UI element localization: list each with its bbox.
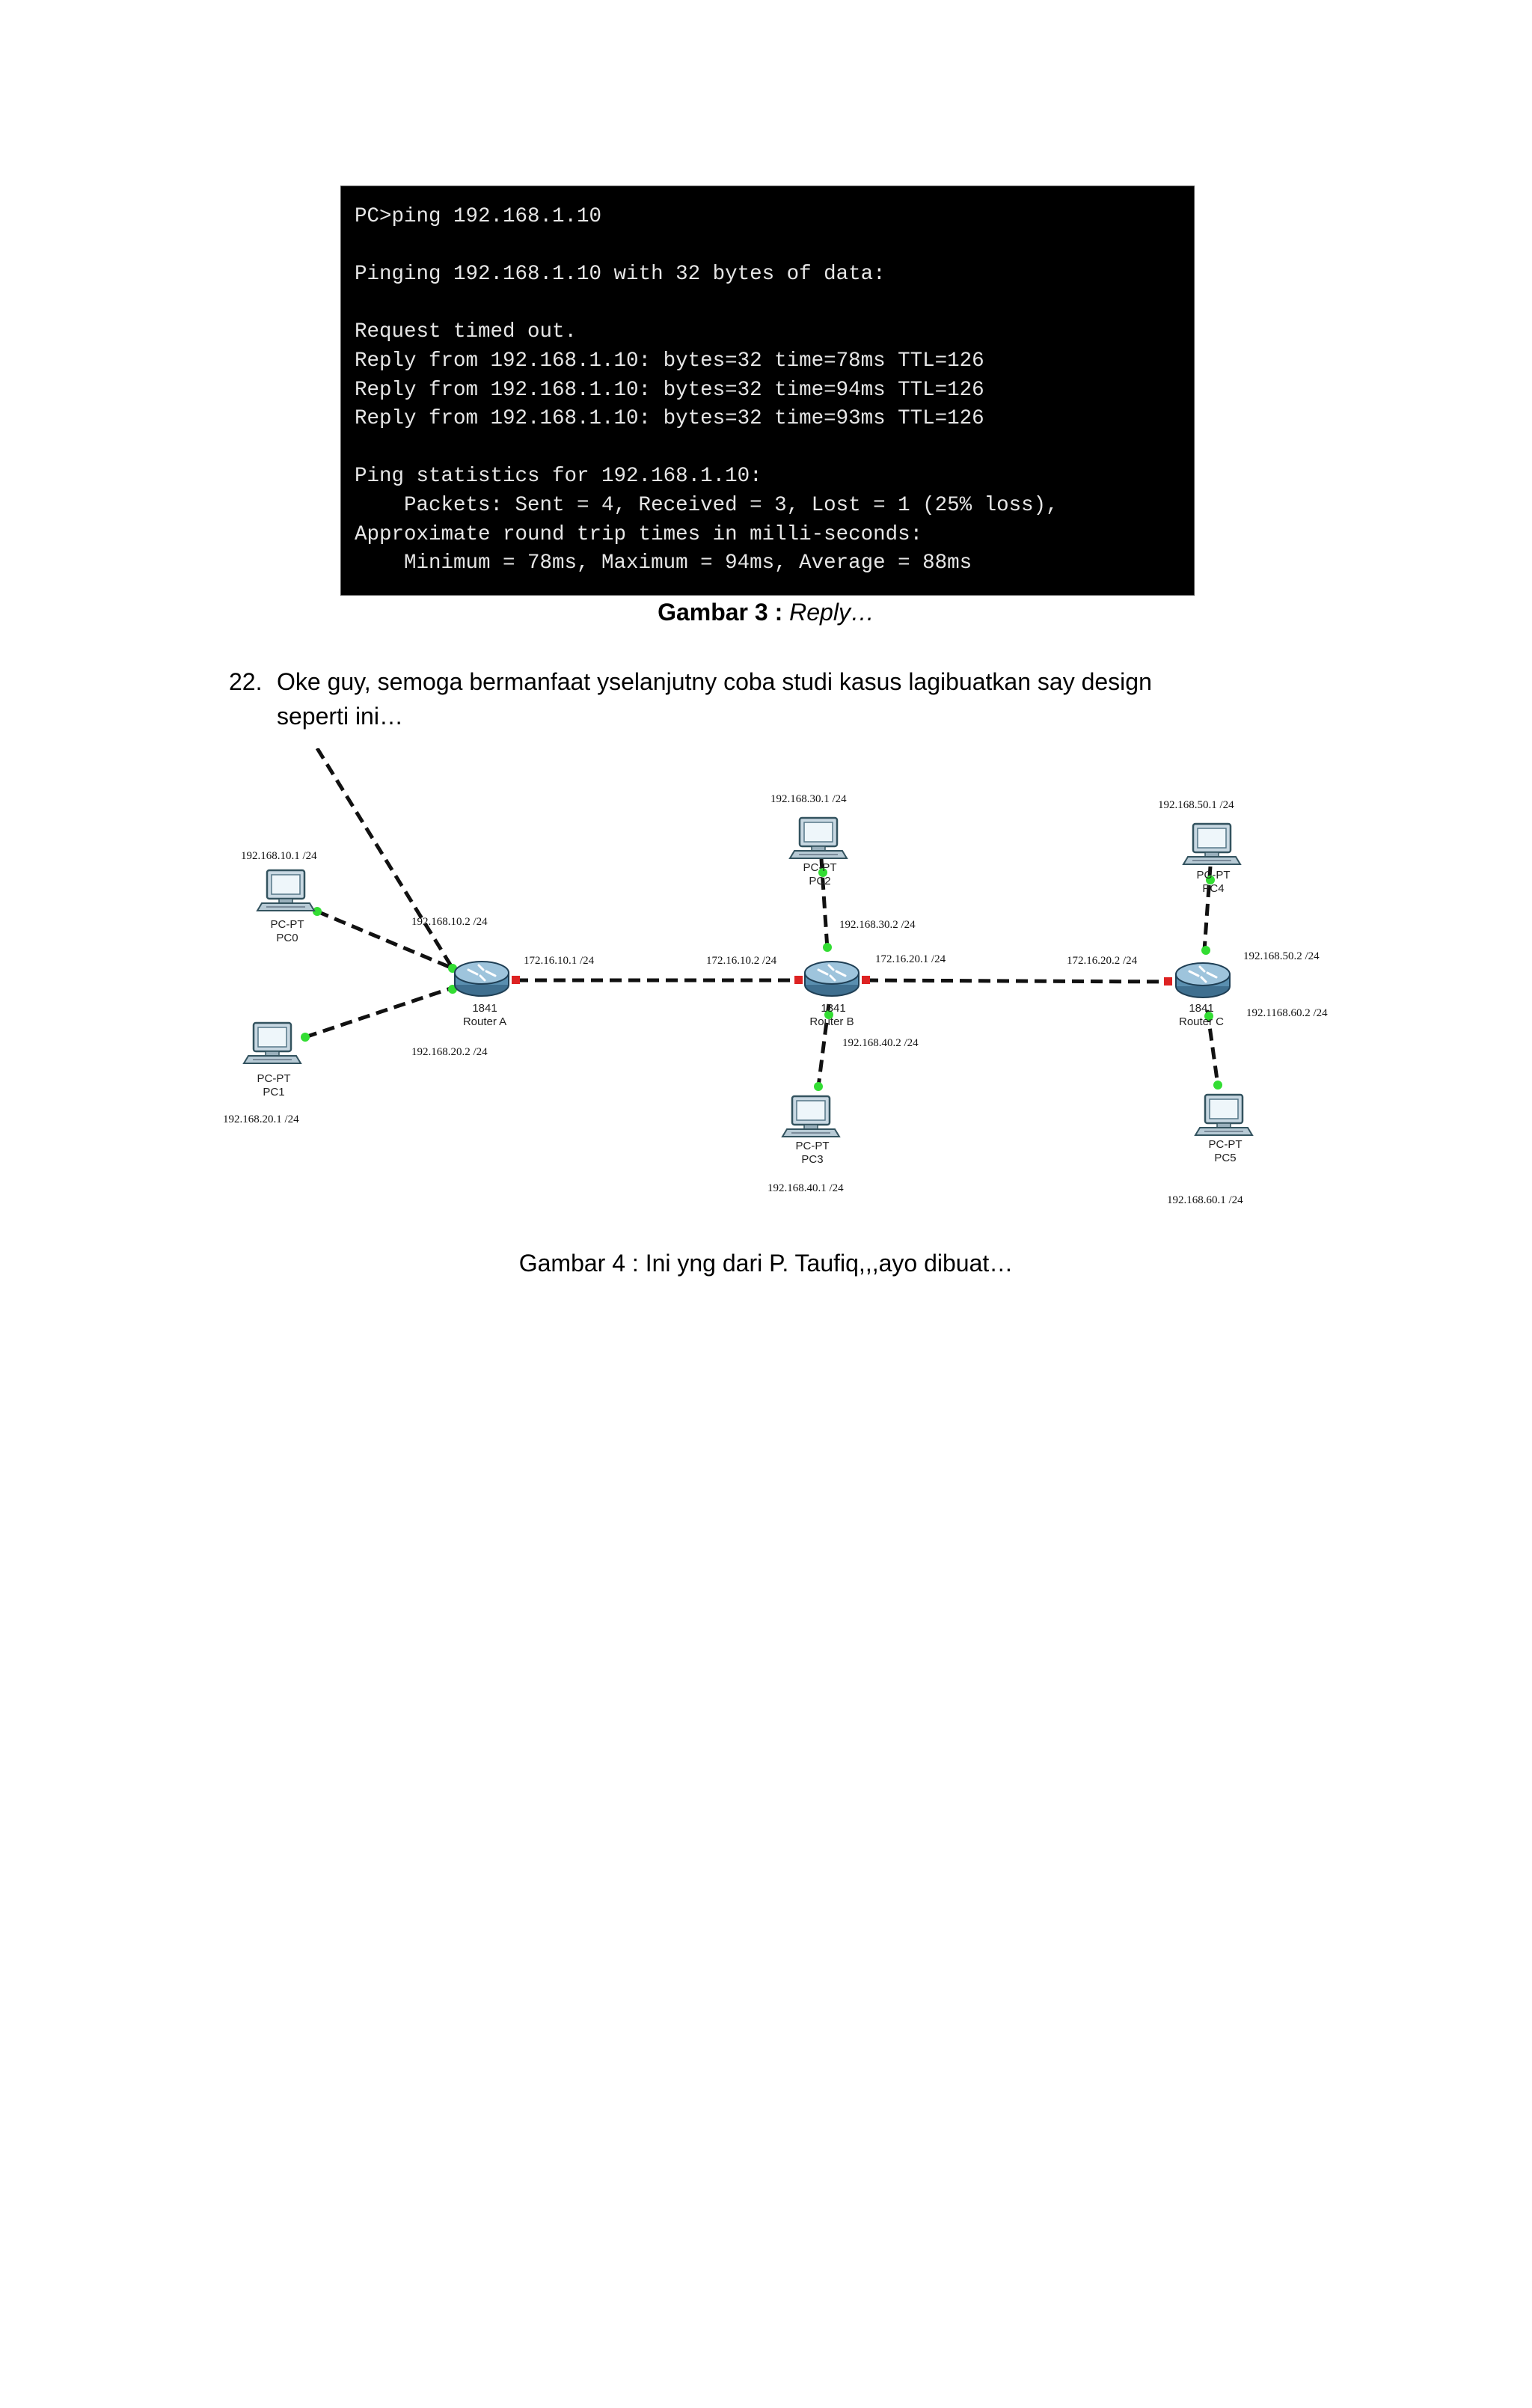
pc-4[interactable] [1183,824,1240,895]
list-text-line: seperti ini… [277,703,403,730]
ping-console-screenshot [340,186,1195,596]
router-model: 1841 [821,1002,846,1015]
console-line [355,290,1194,319]
console-line: Reply from 192.168.1.10: bytes=32 time=78ms TTL=126 [355,349,984,373]
router-model: 1841 [472,1002,497,1015]
ip-label-pc1: 192.168.20.1 /24 [223,1113,299,1125]
ip-label-router-b-router-a: 172.16.10.2 /24 [706,955,777,967]
pc-3[interactable] [782,1096,839,1166]
console-line: Packets: Sent = 4, Received = 3, Lost = 1 (25% loss), [355,493,1058,517]
ip-label-router-c-pc4: 192.168.50.2 /24 [1243,950,1320,962]
pc-type: PC-PT [803,861,837,874]
cable-router-b-router-c [866,980,1168,982]
pc-name: PC3 [801,1153,824,1166]
pc-icon [1195,1095,1252,1135]
console-line: Reply from 192.168.1.10: bytes=32 time=93ms TTL=126 [355,407,984,431]
router-name: Router B [809,1015,854,1028]
pc-5[interactable] [1195,1095,1252,1164]
pc-name: PC1 [263,1086,285,1098]
pc-icon [782,1096,839,1137]
link-up-indicator [1201,946,1210,955]
link-up-indicator [814,1082,823,1091]
console-line: Reply from 192.168.1.10: bytes=32 time=94ms TTL=126 [355,378,984,402]
pc-type: PC-PT [257,1072,291,1085]
caption-text: Reply… [789,599,874,626]
console-line [355,232,1194,261]
router-model: 1841 [1189,1002,1214,1015]
pc-type: PC-PT [795,1140,830,1152]
pc-name: PC0 [276,932,298,944]
ip-label-router-c-pc5: 192.1168.60.2 /24 [1246,1007,1328,1019]
ip-label-pc0: 192.168.10.1 /24 [241,850,317,862]
pc-icon [257,870,314,911]
console-line: PC>ping 192.168.1.10 [355,205,602,228]
list-text-line: Oke guy, semoga bermanfaat yselanjutny coba studi kasus lagibuatkan say design [277,668,1152,695]
link-down-indicator [512,976,520,984]
pc-name: PC5 [1214,1152,1237,1164]
router-icon [805,962,859,996]
ip-label-router-b-pc3: 192.168.40.2 /24 [842,1037,919,1049]
console-line: Approximate round trip times in milli-seconds: [355,522,923,546]
console-line: Request timed out. [355,320,577,344]
ip-label-pc4: 192.168.50.1 /24 [1158,799,1234,811]
pc-icon [790,818,847,858]
console-line: Ping statistics for 192.168.1.10: [355,465,762,489]
ip-label-router-b-pc2: 192.168.30.2 /24 [839,919,916,931]
list-item-text [277,664,1294,733]
ip-label-pc5: 192.168.60.1 /24 [1167,1194,1243,1206]
console-line [355,434,1194,463]
link-up-indicator [823,943,832,952]
link-up-indicator [301,1033,310,1042]
router-icon [1176,963,1230,997]
pc-icon [1183,824,1240,864]
ip-label-router-a-pc0: 192.168.10.2 /24 [411,916,488,928]
ip-label-pc3: 192.168.40.1 /24 [767,1182,844,1194]
figure-3-caption [0,596,1532,629]
console-line: Minimum = 78ms, Maximum = 94ms, Average = 88ms [355,551,972,575]
router-name: Router C [1178,1015,1225,1028]
pc-type: PC-PT [1208,1138,1243,1151]
figure-4-caption: Gambar 4 : Ini yng dari P. Taufiq,,,ayo dibuat… [518,1250,1014,1277]
caption-label: Gambar 3 : [658,599,783,626]
ip-label-router-a-pc1: 192.168.20.2 /24 [411,1046,488,1058]
cable-pc0-router-a [317,748,453,968]
pc-2[interactable] [790,818,847,887]
pc-name: PC4 [1202,882,1225,895]
console-line: Pinging 192.168.1.10 with 32 bytes of data: [355,263,886,287]
link-up-indicator [1213,1081,1222,1090]
link-down-indicator [862,976,870,984]
ip-label-router-b-router-c: 172.16.20.1 /24 [875,953,946,965]
pc-icon [244,1023,301,1063]
pc-type: PC-PT [1196,869,1231,881]
link-down-indicator [794,976,803,984]
ip-label-router-a-router-b: 172.16.10.1 /24 [524,955,595,967]
router-c[interactable] [1176,963,1230,1028]
router-icon [455,962,509,996]
link-down-indicator [1164,977,1172,985]
router-name: Router A [462,1015,507,1028]
pc-name: PC2 [809,875,831,887]
pc-1[interactable] [244,1023,301,1098]
ip-label-pc2: 192.168.30.1 /24 [770,793,847,805]
network-topology-diagram [0,748,1532,1227]
router-a[interactable] [455,962,509,1028]
pc-type: PC-PT [270,918,304,931]
router-b[interactable] [805,962,859,1028]
cable-pc1-router-a [305,988,453,1037]
pc-0[interactable] [257,870,314,944]
list-number: 22. [229,668,263,695]
ip-label-router-c-router-b: 172.16.20.2 /24 [1067,955,1138,967]
